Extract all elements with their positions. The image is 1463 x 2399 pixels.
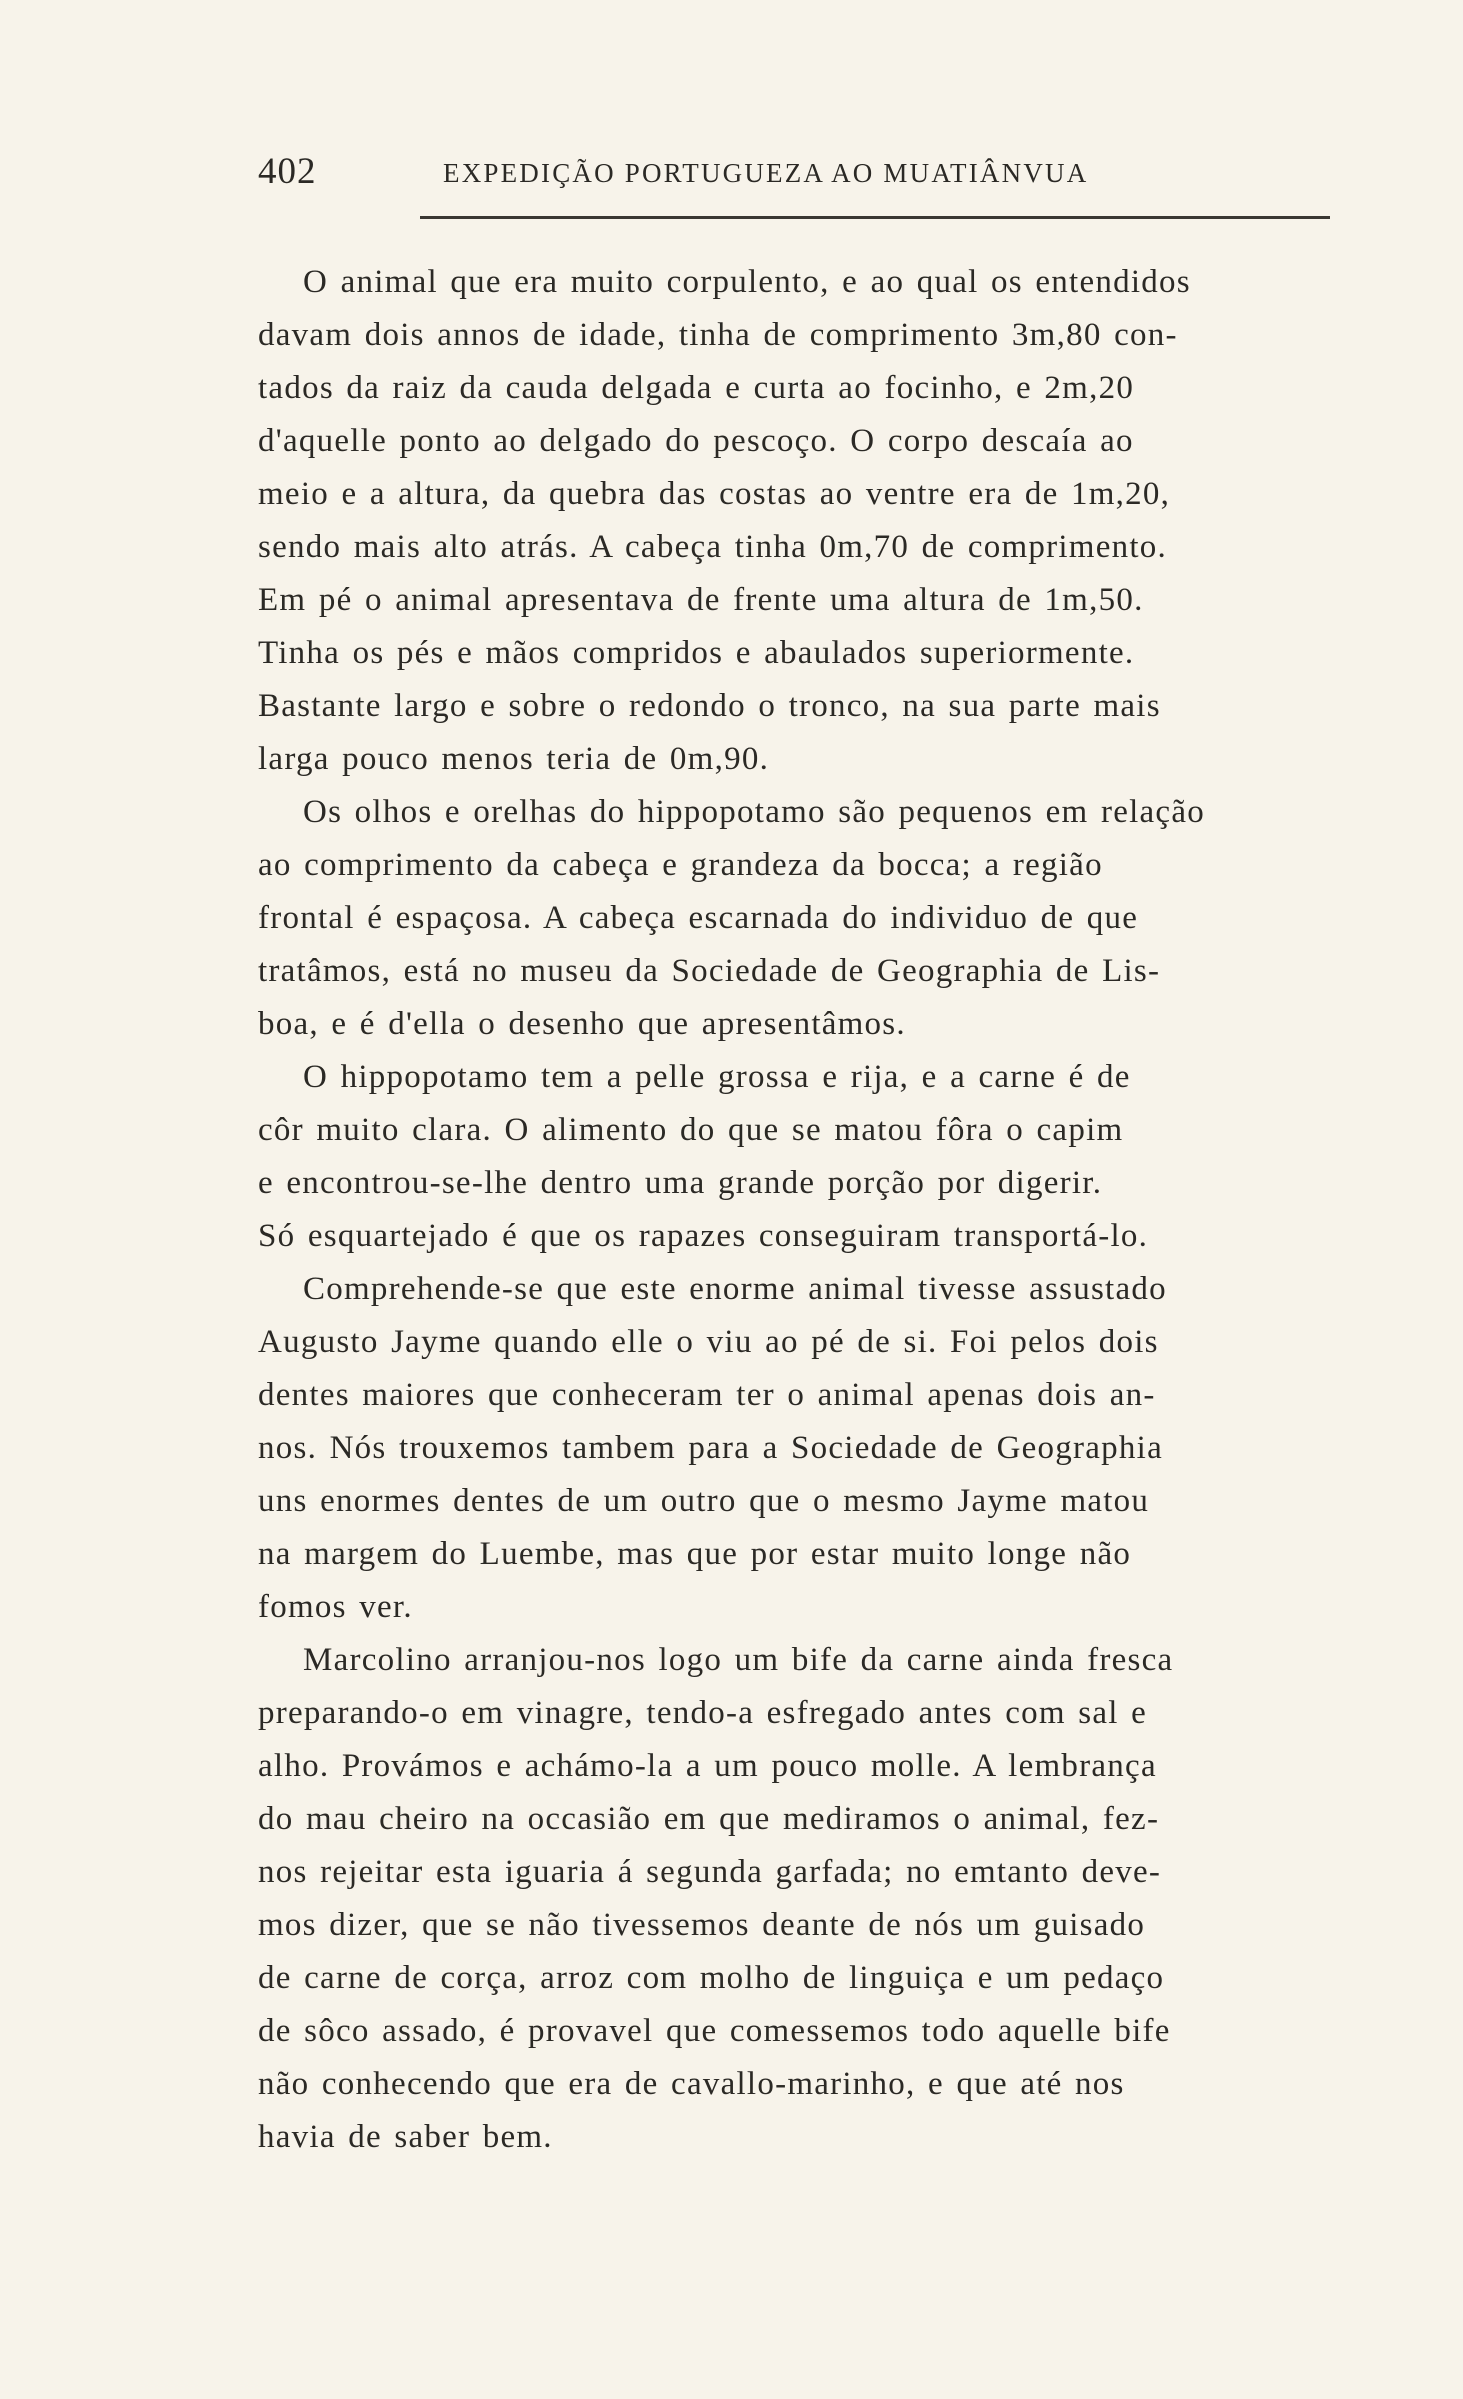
text-line: uns enormes dentes de um outro que o mesmo Jayme matou — [258, 1483, 1150, 1519]
text-line: de sôco assado, é provavel que comessemos todo aquelle bife — [258, 2013, 1171, 2049]
text-line: nos rejeitar esta iguaria á segunda garfada; no emtanto deve- — [258, 1854, 1162, 1890]
text-line: preparando-o em vinagre, tendo-a esfregado antes com sal e — [258, 1695, 1148, 1731]
page-number: 402 — [258, 151, 317, 192]
text-line: fomos ver. — [258, 1589, 413, 1625]
text-line: O hippopotamo tem a pelle grossa e rija, e a carne é de — [303, 1059, 1131, 1095]
text-line: Marcolino arranjou-nos logo um bife da carne ainda fresca — [303, 1642, 1174, 1678]
body-text — [258, 256, 1390, 2164]
text-line: boa, e é d'ella o desenho que apresentâmos. — [258, 1006, 906, 1042]
text-line: na margem do Luembe, mas que por estar muito longe não — [258, 1536, 1132, 1572]
text-line: Em pé o animal apresentava de frente uma altura de 1m,50. — [258, 582, 1144, 618]
text-line: de carne de corça, arroz com molho de linguiça e um pedaço — [258, 1960, 1165, 1996]
text-line: mos dizer, que se não tivessemos deante de nós um guisado — [258, 1907, 1146, 1943]
text-line: não conhecendo que era de cavallo-marinho, e que até nos — [258, 2066, 1125, 2102]
text-line: Os olhos e orelhas do hippopotamo são pequenos em relação — [303, 794, 1205, 830]
text-line: côr muito clara. O alimento do que se matou fôra o capim — [258, 1112, 1124, 1148]
text-line: Comprehende-se que este enorme animal tivesse assustado — [303, 1271, 1167, 1307]
page-header — [258, 150, 1328, 206]
text-line: havia de saber bem. — [258, 2119, 553, 2155]
text-line: d'aquelle ponto ao delgado do pescoço. O corpo descaía ao — [258, 423, 1134, 459]
text-line: tados da raiz da cauda delgada e curta ao focinho, e 2m,20 — [258, 370, 1135, 406]
text-line: Augusto Jayme quando elle o viu ao pé de si. Foi pelos dois — [258, 1324, 1159, 1360]
text-line: e encontrou-se-lhe dentro uma grande porção por digerir. — [258, 1165, 1103, 1201]
text-line: davam dois annos de idade, tinha de comprimento 3m,80 con- — [258, 317, 1178, 353]
text-line: tratâmos, está no museu da Sociedade de Geographia de Lis- — [258, 953, 1161, 989]
text-line: do mau cheiro na occasião em que mediramos o animal, fez- — [258, 1801, 1160, 1837]
text-line: O animal que era muito corpulento, e ao qual os entendidos — [303, 264, 1191, 300]
text-line: alho. Provámos e achámo-la a um pouco molle. A lembrança — [258, 1748, 1157, 1784]
text-line: larga pouco menos teria de 0m,90. — [258, 741, 770, 777]
text-line: nos. Nós trouxemos tambem para a Sociedade de Geographia — [258, 1430, 1163, 1466]
text-line: Bastante largo e sobre o redondo o tronco, na sua parte mais — [258, 688, 1161, 724]
text-line: frontal é espaçosa. A cabeça escarnada do individuo de que — [258, 900, 1139, 936]
text-line: meio e a altura, da quebra das costas ao ventre era de 1m,20, — [258, 476, 1171, 512]
text-line: Só esquartejado é que os rapazes conseguiram transportá-lo. — [258, 1218, 1149, 1254]
text-line: sendo mais alto atrás. A cabeça tinha 0m,70 de comprimento. — [258, 529, 1168, 565]
text-line: ao comprimento da cabeça e grandeza da bocca; a região — [258, 847, 1103, 883]
text-line: dentes maiores que conheceram ter o animal apenas dois an- — [258, 1377, 1156, 1413]
header-rule — [420, 216, 1330, 219]
running-title: EXPEDIÇÃO PORTUGUEZA AO MUATIÂNVUA — [443, 158, 1089, 188]
text-line: Tinha os pés e mãos compridos e abaulados superiormente. — [258, 635, 1135, 671]
